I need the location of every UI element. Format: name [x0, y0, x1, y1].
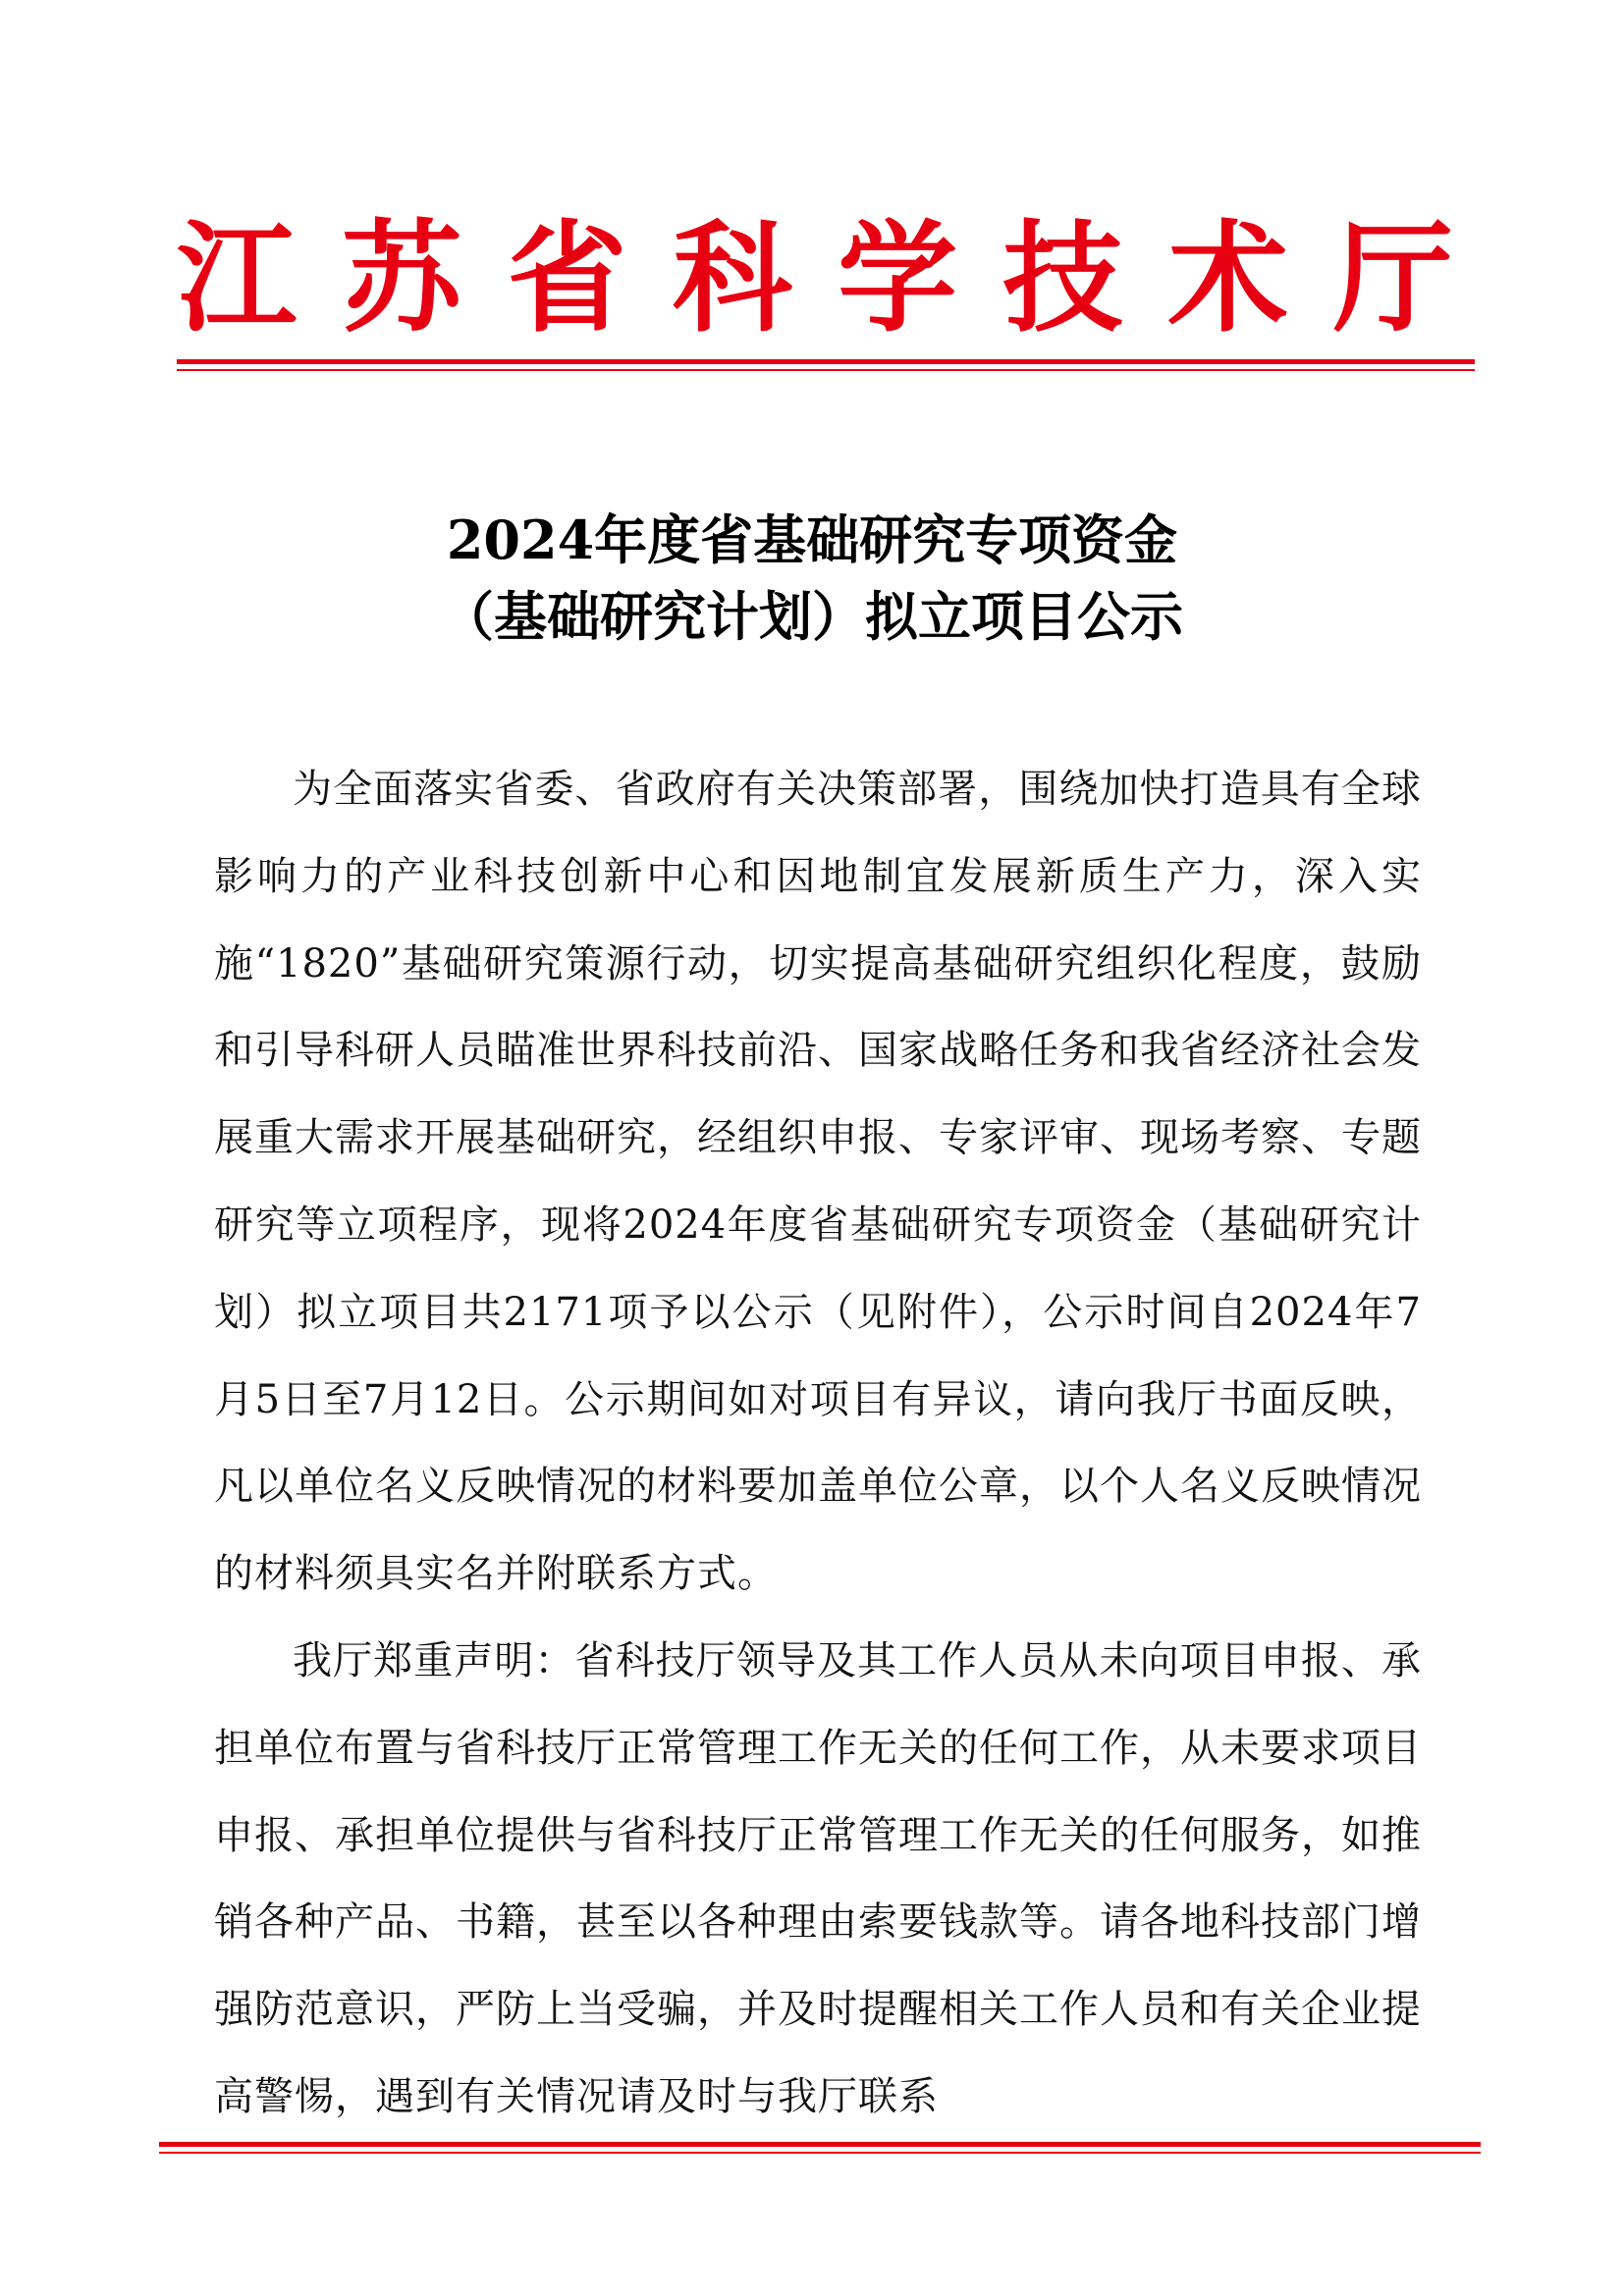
letterhead-char: 厅	[1332, 207, 1453, 348]
letterhead-char: 技	[1002, 207, 1123, 348]
letterhead-char: 术	[1167, 207, 1288, 348]
letterhead-rule-thick	[177, 359, 1475, 364]
letterhead-char: 科	[672, 207, 792, 348]
letterhead-char: 江	[177, 207, 297, 348]
body-paragraph-statement: 我厅郑重声明：省科技厅领导及其工作人员从未向项目申报、承担单位布置与省科技厅正常管理工作无关的任何工作，从未要求项目申报、承担单位提供与省科技厅正常管理工作无关的任何服务，如推销各种产品、书籍，甚至以各种理由索要钱款等。请各地科技部门增强防范意识，严防上当受骗，并及时提醒相关工作人员和有关企业提高警惕，遇到有关情况请及时与我厅联系	[214, 1637, 1422, 2119]
letterhead-char: 学	[838, 207, 958, 348]
letterhead-char: 苏	[342, 207, 462, 348]
document-title-line-2: （基础研究计划）拟立项目公示	[441, 585, 1183, 648]
letterhead-rule-thin	[177, 369, 1475, 371]
letterhead-title	[177, 204, 1453, 351]
document-title-line-1: 2024年度省基础研究专项资金	[446, 508, 1178, 571]
document-body	[214, 746, 1422, 2141]
letterhead-char: 省	[507, 207, 627, 348]
footer-rule-thin	[159, 2152, 1481, 2154]
body-paragraph-announcement: 为全面落实省委、省政府有关决策部署，围绕加快打造具有全球影响力的产业科技创新中心和因地制宜发展新质生产力，深入实施“1820”基础研究策源行动，切实提高基础研究组织化程度，鼓励和引导科研人员瞄准世界科技前沿、国家战略任务和我省经济社会发展重大需求开展基础研究，经组织申报、专家评审、现场考察、专题研究等立项程序，现将2024年度省基础研究专项资金（基础研究计划）拟立项目共2171项予以公示（见附件），公示时间自2024年7月5日至7月12日。公示期间如对项目有异议，请向我厅书面反映，凡以单位名义反映情况的材料要加盖单位公章，以个人名义反映情况的材料须具实名并附联系方式。	[214, 767, 1422, 1597]
footer-rule-thick	[159, 2142, 1481, 2147]
